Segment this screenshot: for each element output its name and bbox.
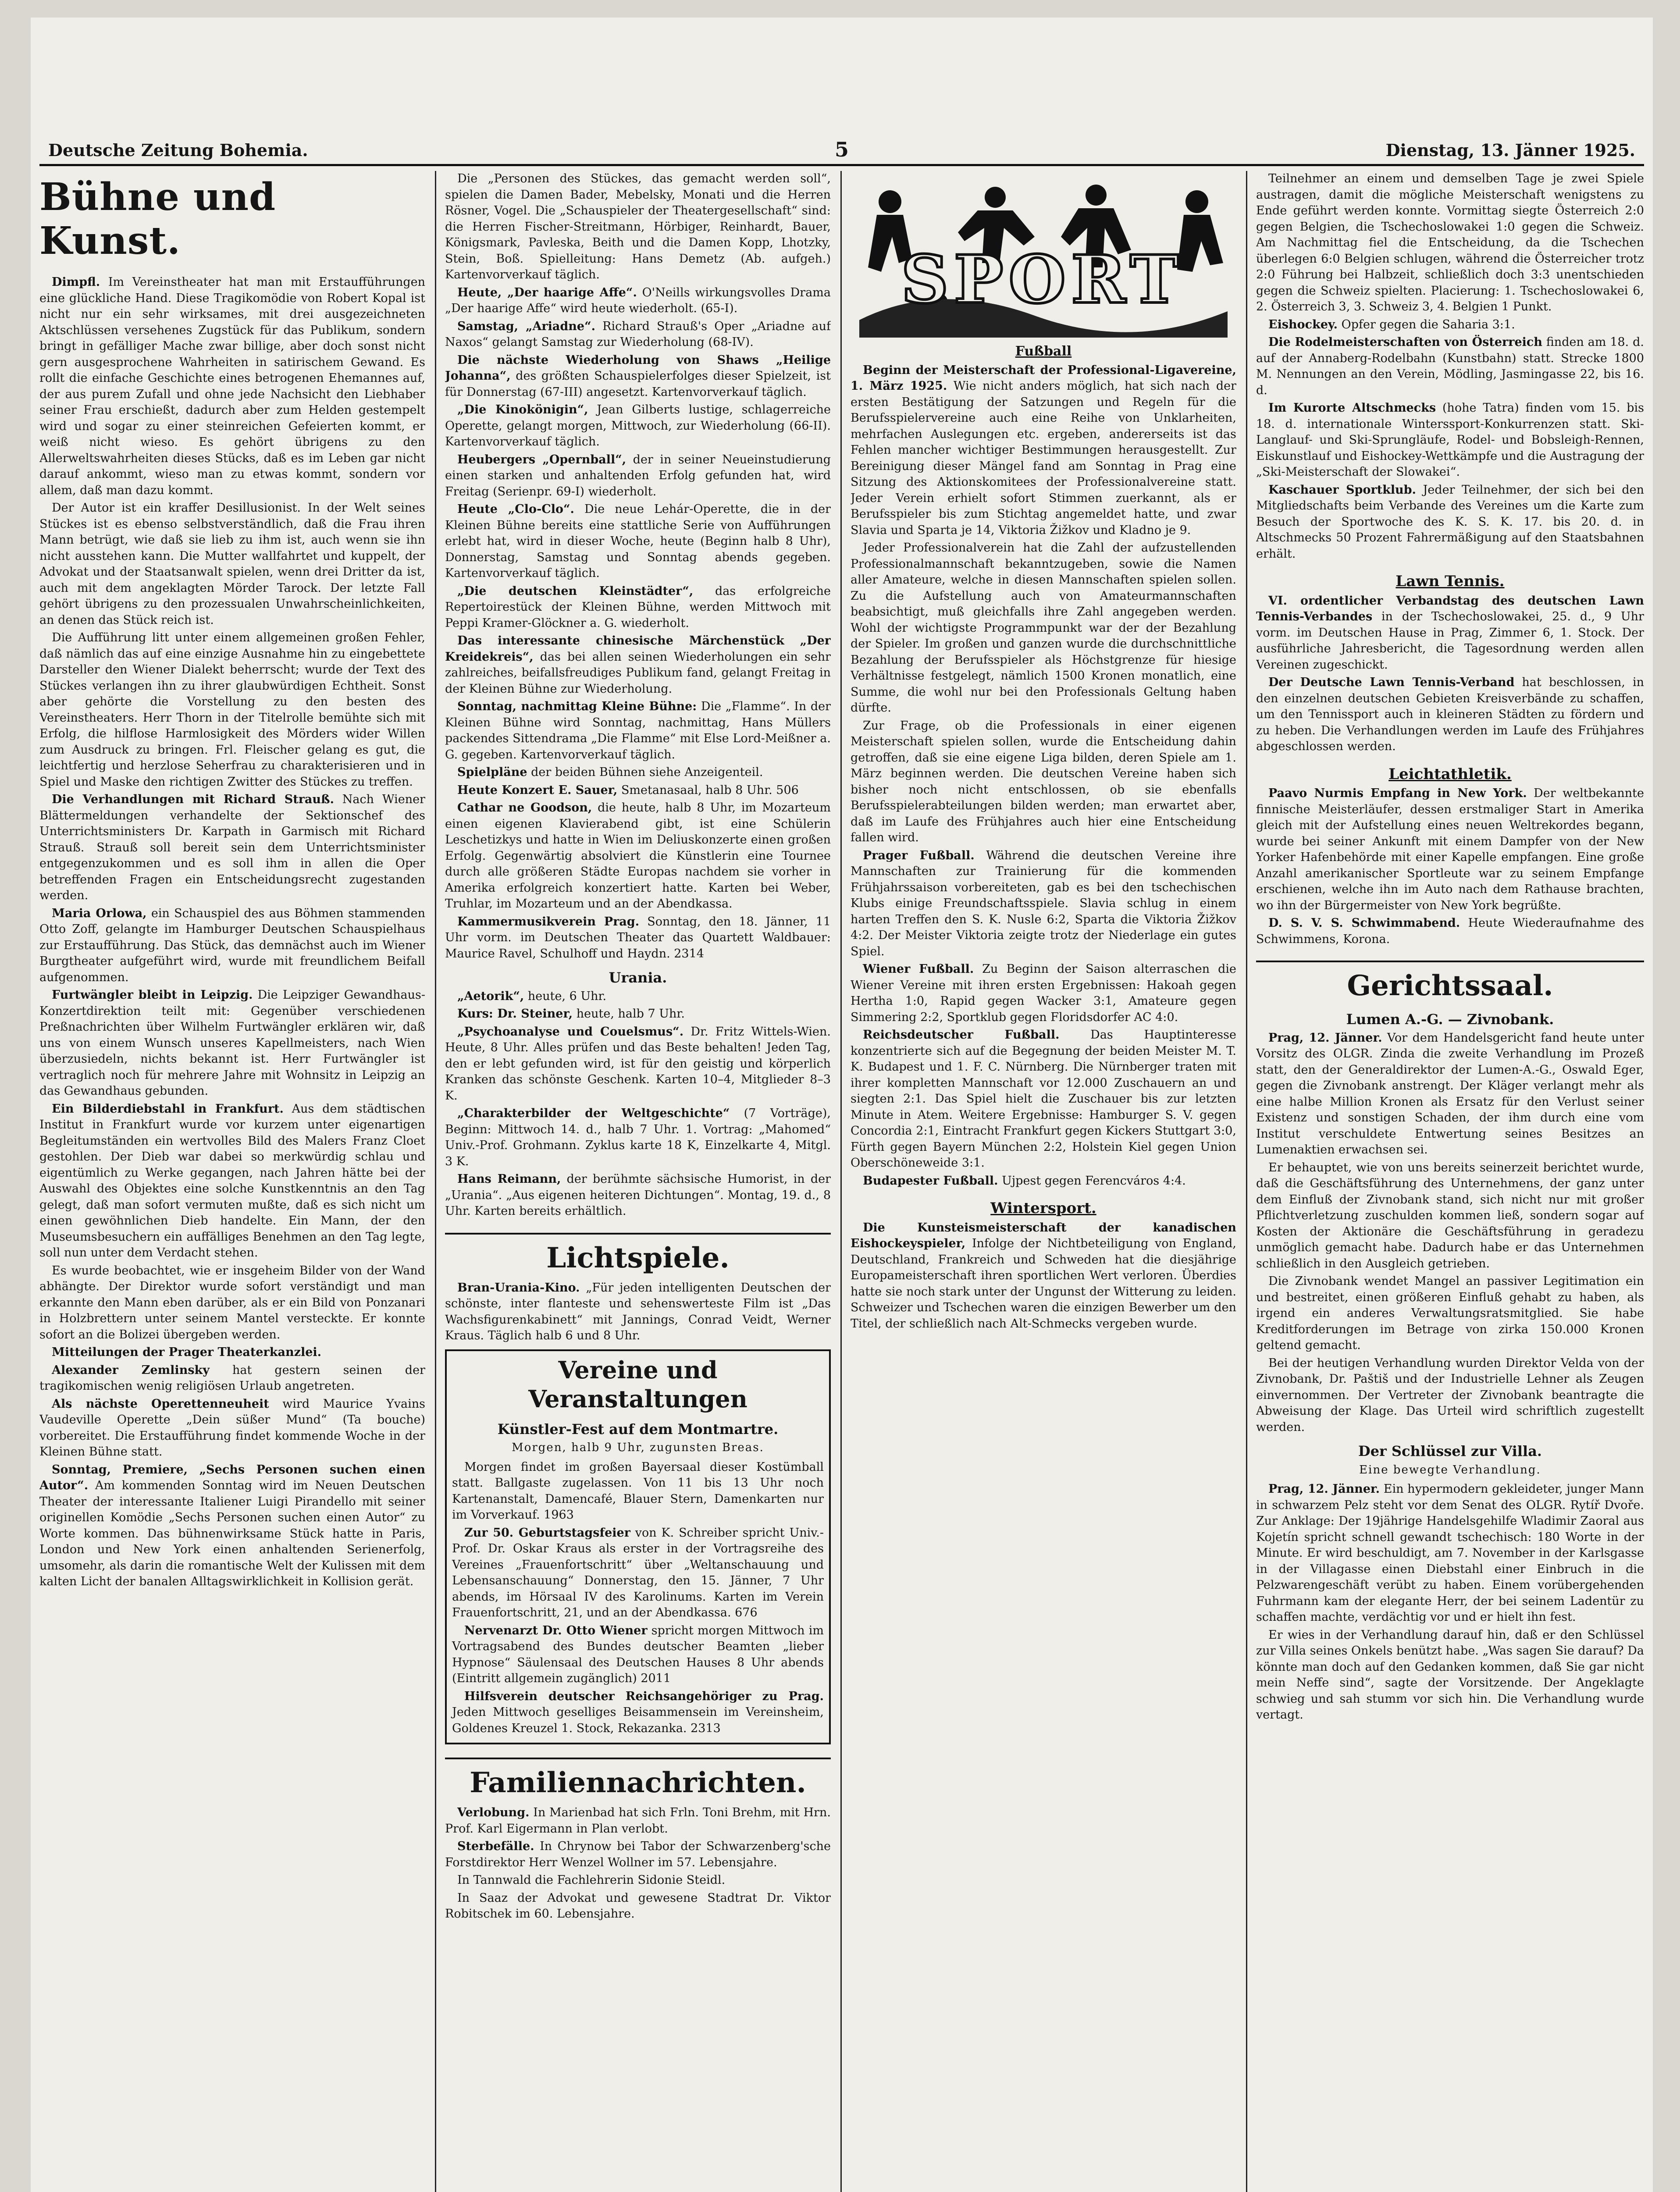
article-list bbox=[1256, 1030, 1644, 1436]
article-lead: Die Verhandlungen mit Richard Strauß. bbox=[52, 793, 334, 806]
article-list bbox=[1256, 915, 1644, 947]
article-paragraph bbox=[39, 1101, 425, 1261]
article-text: Jeden Mittwoch geselliges Beisammensein im Vereinsheim, Goldenes Kreuzel 1. Stock, Rekazanka. 2313 bbox=[452, 1705, 824, 1735]
article-text: „Für jeden intelligenten Deutschen der schönste, inter flanteste und sehenswerteste Film ist „Das Wachsfigurenkabinett“ mit Jannings, Conrad Veidt, Werner Kraus. Täglich halb 6 und 8 Uhr. bbox=[445, 1281, 831, 1342]
schluessel-subheading: Eine bewegte Verhandlung. bbox=[1359, 1463, 1541, 1477]
article-text: Vor dem Handelsgericht fand heute unter Vorsitz des OLGR. Zinda die zweite Verhandlung im Prozeß statt, den der Generaldirektor der Lumen-A.-G., Oswald Eger, gegen die Zivnobank anstrengt. Der Kläger verlangt mehr als eine halbe Million Kronen als Ersatz für den Verlust seiner Existenz und sonstigen Schaden, der ihm durch eine vom Institut verschuldete Entwertung seines Besitzes an Lumenaktien erwachsen sei. bbox=[1256, 1031, 1644, 1156]
article-text: der berühmte sächsische Humorist, in der „Urania“. „Aus eigenen heiteren Dichtungen“. Montag, 19. d., 8 Uhr. Karten bereits erhältlich. bbox=[445, 1172, 831, 1218]
article-text: Jeder Teilnehmer, der sich bei den Mitgliedschafts beim Verbande des Vereines um die Karte zum Besuch der Sportwoche des K. S. K. 17. bis 20. d. in Altschmecks 50 Prozent Fahrermäßigung auf den Staatsbahnen erhält. bbox=[1256, 483, 1644, 561]
article-paragraph bbox=[445, 285, 831, 317]
article-paragraph bbox=[445, 989, 831, 1005]
article-text: Die „Flamme“. In der Kleinen Bühne wird Sonntag, nachmittag, Hans Müllers packendes Sittendrama „Die Flamme“ mit Else Lord-Meißner a. G. gegeben. Kartenvorverkauf täglich. bbox=[445, 700, 831, 762]
newspaper-page bbox=[31, 18, 1653, 2192]
article-text: Er behauptet, wie von uns bereits seinerzeit berichtet wurde, daß die Geschäftsführung des Unternehmens, der ganz unter dem Einfluß der Zivnobank stand, sich nicht nur mit großer Pflichtverletzung zuschulden kommen ließ, sondern sogar auf Kosten der Aktionäre die Geschäftsführung in geradezu unmöglich gemacht habe. Dadurch habe er das Unternehmen schließlich in den Ausgleich getrieben. bbox=[1256, 1160, 1644, 1270]
article-paragraph bbox=[39, 1263, 425, 1343]
section-heading-gerichtssaal: Gerichtssaal. bbox=[1256, 961, 1644, 1003]
article-text: Bei der heutigen Verhandlung wurden Direktor Velda von der Zivnobank, Dr. Paštiš und der Industrielle Lehner als Zeugen einvernommen. Der Vertreter der Zivnobank beantragte die Abweisung der Klage. Das Urteil wird schriftlich zugestellt werden. bbox=[1256, 1356, 1644, 1434]
article-paragraph bbox=[851, 718, 1236, 846]
column-3 bbox=[851, 171, 1236, 2192]
article-lead: Ein Bilderdiebstahl in Frankfurt. bbox=[52, 1102, 284, 1116]
article-paragraph bbox=[445, 319, 831, 351]
article-text: heute, 6 Uhr. bbox=[527, 989, 607, 1003]
article-paragraph bbox=[1256, 400, 1644, 480]
article-text: Morgen findet im großen Bayersaal dieser Kostümball statt. Ballgaste zugelassen. Von 11 bis 13 Uhr noch Kartenanstalt, Damencafé, Blauer Stern, Damenkarten nur im Vorverkauf. 1963 bbox=[452, 1460, 824, 1522]
article-text: Dr. Fritz Wittels-Wien. Heute, 8 Uhr. Alles prüfen und das Beste behalten! Jeden Tag, den er lebt gefunden wird, ist für den geistig und körperlich Kranken das schönste Geschenk. Karten 10–4, Mitglieder 8–3 K. bbox=[445, 1025, 831, 1103]
section-heading-wintersport: Wintersport. bbox=[990, 1199, 1096, 1217]
vereine-subheading-2: Morgen, halb 9 Uhr, zugunsten Breas. bbox=[512, 1441, 764, 1454]
column-2 bbox=[445, 171, 831, 2192]
article-paragraph bbox=[1256, 1030, 1644, 1158]
issue-date: Dienstag, 13. Jänner 1925. bbox=[1385, 140, 1635, 160]
column-4 bbox=[1256, 171, 1644, 2192]
article-lead: Die nächste Wiederholung von Shaws „Heilige Johanna“, bbox=[445, 353, 831, 383]
article-lead: Prager Fußball. bbox=[863, 848, 975, 862]
article-lead: „Psychoanalyse und Couelsmus“. bbox=[457, 1025, 684, 1039]
article-text: Opfer gegen die Saharia 3:1. bbox=[1341, 317, 1515, 331]
article-text: Zu Beginn der Saison alterraschen die Wiener Vereine mit ihren ersten Ergebnissen: Hakoah gegen Hertha 1:0, Rapid gegen Wacker 3:1, Amateure gegen Simmering 2:2, Sportklub gegen Floridsdorfer AC 4:0. bbox=[851, 962, 1236, 1024]
article-text: der in seiner Neueinstudierung einen starken und anhaltenden Erfolg gefunden hat, wird Freitag (Serienpr. 69-I) wiederholt. bbox=[445, 452, 831, 498]
article-paragraph bbox=[39, 500, 425, 628]
article-lead: Verlobung. bbox=[457, 1806, 530, 1819]
article-list bbox=[1256, 593, 1644, 755]
article-lead: Sonntag, nachmittag Kleine Bühne: bbox=[457, 700, 697, 713]
section-heading-vereine: Vereine und Veranstaltungen bbox=[528, 1356, 747, 1413]
article-paragraph bbox=[445, 783, 831, 799]
article-paragraph bbox=[1256, 1481, 1644, 1626]
article-lead: „Charakterbilder der Weltgeschichte“ bbox=[457, 1107, 730, 1120]
article-paragraph bbox=[445, 699, 831, 763]
article-paragraph bbox=[452, 1459, 824, 1523]
section-heading-tennis: Lawn Tennis. bbox=[1395, 573, 1505, 590]
article-lead: VI. ordentlicher Verbandstag des deutschen Lawn Tennis-Verbandes bbox=[1256, 594, 1644, 623]
article-list bbox=[452, 1459, 824, 1737]
article-paragraph bbox=[445, 1024, 831, 1104]
article-text: das erfolgreiche Repertoirestück der Kleinen Bühne, werden Mittwoch mit Peppi Kramer-Glöckner a. G. wiederholt. bbox=[445, 584, 831, 630]
article-paragraph bbox=[851, 848, 1236, 960]
article-text: Der weltbekannte finnische Meisterläufer, dessen erstmaliger Start in Amerika gleich mit der Aufstellung eines neuen Weltrekordes begann, wurde bei seiner Ankunft mit einem Dampfer von der New Yorker Hafenbehörde mit einer Kapelle empfangen. Eine große Anzahl amerikanischer Sportleute war zu seinem Empfange erschienen, welche ihn im Auto nach dem Rathause brachten, wo ihn der Bürgermeister von New York begrüßte. bbox=[1256, 786, 1644, 912]
article-text: (7 Vorträge), Beginn: Mittwoch 14. d., halb 7 Uhr. 1. Vortrag: „Mahomed“ Univ.-Prof. Grohmann. Zyklus karte 18 K, Einzelkarte 4, Mitgl. 3 K. bbox=[445, 1107, 831, 1168]
article-paragraph bbox=[445, 1890, 831, 1922]
article-text: in der Tschechoslowakei, 25. d., 9 Uhr vorm. im Deutschen Hause in Prag, Zimmer 6, 1. Stock. Der ausführliche Jahresbericht, die Tagesordnung werden allen Vereinen zugeschickt. bbox=[1256, 610, 1644, 672]
article-list bbox=[851, 1220, 1236, 1332]
article-lead: Alexander Zemlinsky bbox=[52, 1363, 210, 1377]
article-lead: Kurs: Dr. Steiner, bbox=[457, 1007, 573, 1021]
article-list bbox=[445, 989, 831, 1220]
article-paragraph bbox=[445, 1006, 831, 1022]
article-lead: Kammermusikverein Prag. bbox=[457, 915, 640, 929]
article-list bbox=[445, 171, 831, 962]
article-text: Teilnehmer an einem und demselben Tage je zwei Spiele austragen, damit die mögliche Meisterschaft wenigstens zu Ende geführt werden konnte. Vormittag siegte Österreich 2:0 gegen Belgien, die Tschechoslowakei 1:0 gegen die Schweiz. Am Nachmittag fiel die Entscheidung, da die Tschechen überlegen 6:0 Belgien schlugen, während die Österreicher trotz 2:0 Führung bei Halbzeit, schließlich doch 3:3 unentschieden gegen die Schweiz spielten. Placierung: 1. Tschechoslowakei 6, 2. Österreich 3, 3. Schweiz 3, 4. Belgien 1 Punkt. bbox=[1256, 172, 1644, 313]
article-text: In Tannwald die Fachlehrerin Sidonie Steidl. bbox=[457, 1873, 726, 1887]
article-list bbox=[851, 363, 1236, 1189]
article-text: Sonntag, den 18. Jänner, 11 Uhr vorm. im Deutschen Theater das Quartett Waldbauer: Maurice Ravel, Schulhoff und Haydn. 2314 bbox=[445, 915, 831, 961]
gericht-subheading: Lumen A.-G. — Zivnobank. bbox=[1346, 1011, 1554, 1028]
article-text: Ein hypermodern gekleideter, junger Mann in schwarzem Pelz steht vor dem Senat des OLGR. Rytíř Dvoře. Zur Anklage: Der 19jährige Handelsgehilfe Wladimir Zaoral aus Kojetín spricht schnell gewandt tschechisch: 180 Worte in der Minute. Er wird beschuldigt, am 7. November in der Karlsgasse in der Villagasse einen Diebstahl einer Einbruch in die Pelzwarengeschäft verübt zu haben. Einem vorübergehenden Fuhrmann kam der elegante Herr, der bei seinem Ladentür zu schaffen machte, verdächtig vor und er hielt ihn fest. bbox=[1256, 1482, 1644, 1624]
article-lead: Eishockey. bbox=[1268, 317, 1338, 331]
article-lead: Dimpfl. bbox=[52, 275, 100, 289]
article-paragraph bbox=[445, 765, 831, 781]
article-text: O'Neills wirkungsvolles Drama „Der haarige Affe“ wird heute wiederholt. (65-I). bbox=[445, 285, 831, 315]
section-heading-fussball: Fußball bbox=[1015, 344, 1072, 359]
article-text: finden am 18. d. auf der Annaberg-Rodelbahn (Kunstbahn) statt. Strecke 1800 M. Nennungen an den Verein, Mödling, Jasmingasse 22, bis 16. d. bbox=[1256, 335, 1644, 397]
article-paragraph bbox=[39, 1363, 425, 1395]
article-paragraph bbox=[445, 452, 831, 500]
article-paragraph bbox=[1256, 675, 1644, 755]
article-lead: Im Kurorte Altschmecks bbox=[1268, 401, 1436, 415]
article-lead: Der Deutsche Lawn Tennis-Verband bbox=[1268, 676, 1515, 689]
article-text: der beiden Bühnen siehe Anzeigenteil. bbox=[531, 765, 763, 779]
article-text: ein Schauspiel des aus Böhmen stammenden Otto Zoff, gelangte im Hamburger Deutschen Schauspielhaus zur Erstaufführung. Das Stück, das demnächst auch im Wiener Burgtheater aufgeführt wird, wurde mit freundlichem Beifall aufgenommen. bbox=[39, 906, 425, 984]
article-list bbox=[1256, 171, 1644, 562]
article-paragraph bbox=[1256, 1274, 1644, 1354]
article-text: Heute Wiederaufnahme des Schwimmens, Korona. bbox=[1256, 916, 1644, 946]
article-paragraph bbox=[445, 584, 831, 632]
article-lead: D. S. V. S. Schwimmabend. bbox=[1268, 916, 1460, 930]
article-lead: Heubergers „Opernball“, bbox=[457, 452, 626, 466]
article-paragraph bbox=[445, 352, 831, 401]
article-paragraph bbox=[851, 1027, 1236, 1171]
article-lead: Als nächste Operettenneuheit bbox=[52, 1397, 269, 1411]
article-lead: „Die deutschen Kleinstädter“, bbox=[457, 584, 694, 598]
article-text: die heute, halb 8 Uhr, im Mozarteum einen eigenen Klavierabend gibt, ist eine Schülerin Leschetizkys und hatte in Wien im Deliuskonzerte einen großen Erfolg. Gegenwärtig absolviert die Künstlerin eine Tournee durch alle größeren Städte Europas nachdem sie vorher in Amerika erfolgreich konzertiert hatte. Karten bei Weber, Truhlar, im Mozarteum und an der Abendkassa. bbox=[445, 801, 831, 911]
article-text: Das Hauptinteresse konzentrierte sich auf die Begegnung der beiden Meister M. T. K. Budapest und 1. F. C. Nürnberg. Die Nürnberger traten mit ihrer kompletten Mannschaft vor 12.000 Zuschauern an und siegten 2:1. Das Spiel hielt die Zuschauer bis zur letzten Minute in Atem. Weitere Ergebnisse: Hamburger S. V. gegen Concordia 2:1, Eintracht Frankfurt gegen Kickers Stuttgart 3:0, Fürth gegen Bayern München 2:2, Holstein Kiel gegen Union Oberschöneweide 3:1. bbox=[851, 1028, 1236, 1170]
article-list bbox=[39, 274, 425, 1590]
article-paragraph bbox=[1256, 786, 1644, 914]
article-list bbox=[1256, 786, 1644, 914]
article-text: Die Aufführung litt unter einem allgemeinen großen Fehler, daß nämlich das auf eine einzige Ausnahme hin zu eingebettete Darsteller den Wiener Dialekt beherrscht; wurde der Text des Stückes verlangen ihn zu ihrer glaubwürdigen Echtheit. Sonst aber gehörte die Vorstellung zu den besten des Vereinstheaters. Herr Thorn in der Titelrolle bemühte sich mit Erfolg, die hilflose Harmlosigkeit des Mörders wider Willen zum Ausdruck zu bringen. Frl. Fleischer gelang es gut, die leichtfertig und herzlose Seherfrau zu charakterisieren und in Spiel und Maske den richtigen Zwitter des Stückes zu treffen. bbox=[39, 631, 425, 789]
article-lead: Prag, 12. Jänner. bbox=[1268, 1031, 1382, 1045]
article-paragraph bbox=[445, 1106, 831, 1170]
article-paragraph bbox=[445, 1872, 831, 1889]
article-paragraph bbox=[851, 1173, 1236, 1189]
section-heading-buehne: Bühne und Kunst. bbox=[39, 175, 276, 263]
article-paragraph bbox=[445, 1839, 831, 1871]
article-lead: Sonntag, Premiere, „Sechs Personen suchen einen Autor“. bbox=[39, 1463, 425, 1492]
article-paragraph bbox=[1256, 317, 1644, 333]
article-paragraph bbox=[445, 1280, 831, 1344]
article-text: spricht morgen Mittwoch im Vortragsabend des Bundes deutscher Beamten „lieber Hypnose“ Säulensaal des Deutschen Hauses 8 Uhr abends (Eintritt allgemein zugänglich) 2011 bbox=[452, 1623, 824, 1685]
article-paragraph bbox=[452, 1525, 824, 1621]
article-text: Jeder Professionalverein hat die Zahl der aufzustellenden Professionalmannschaft bekanntzugeben, sowie die Namen aller Amateure, welche in diesen Mannschaften spielen sollen. Zu die Aufstellung auch von Amateurmannschaften beabsichtigt, muß gleichfalls ihre Zahl angegeben werden. Wohl der wichtigste Programmpunkt war der der Bezahlung der Spieler. Im großen und ganzen wurde die durchschnittliche Bezahlung der Berufsspieler als Höchstgrenze für hiesige Verhältnisse festgelegt, nämlich 1500 Kronen monatlich, eine Summe, die wohl nur bei den Professionals Geltung haben dürfte. bbox=[851, 541, 1236, 715]
article-text: von K. Schreiber spricht Univ.-Prof. Dr. Oskar Kraus als erster in der Vortragsreihe des Vereines „Frauenfortschritt“ über „Weltanschauung und Lebensanschauung“ Donnerstag, den 15. Jänner, 7 Uhr abends, im Hörsaal IV des Karolinums. Karten im Verein Frauenfortschritt, 21, und an der Abendkassa. 676 bbox=[452, 1526, 824, 1619]
article-paragraph bbox=[445, 633, 831, 697]
article-paragraph bbox=[1256, 915, 1644, 947]
column-rule bbox=[435, 171, 436, 2192]
article-lead: Spielpläne bbox=[457, 765, 527, 779]
article-text: des größten Schauspielerfolges dieser Spielzeit, ist für Donnerstag (67-III) angesetzt. Kartenvorverkauf täglich. bbox=[445, 369, 831, 399]
article-text: Smetanasaal, halb 8 Uhr. 506 bbox=[621, 783, 799, 797]
article-lead: Samstag, „Ariadne“. bbox=[457, 319, 596, 333]
article-text: hat gestern seinen der tragikomischen wenig religiösen Urlaub angetreten. bbox=[39, 1363, 425, 1393]
article-paragraph bbox=[851, 540, 1236, 716]
article-lead: Furtwängler bleibt in Leipzig. bbox=[52, 988, 253, 1002]
article-paragraph bbox=[452, 1623, 824, 1687]
article-lead: Heute „Clo-Clo“. bbox=[457, 502, 574, 516]
vereine-subheading: Künstler-Fest auf dem Montmartre. bbox=[497, 1420, 779, 1438]
article-lead: Hans Reimann, bbox=[457, 1172, 561, 1186]
article-lead: Beginn der Meisterschaft der Professional-Ligavereine, 1. März 1925. bbox=[851, 363, 1236, 393]
article-paragraph bbox=[452, 1689, 824, 1737]
article-text: Zur Frage, ob die Professionals in einer eigenen Meisterschaft spielen sollen, wurde die Entscheidung dahin getroffen, daß sie eine eigene Liga bilden, deren Spiele am 1. März beginnen werden. Die deutschen Vereine haben sich bisher noch nicht entschlossen, ob sie ebenfalls Berufsspielerabteilungen bilden werden; man erwartet aber, daß im Laufe des Frühjahres auch hier eine Entscheidung fallen wird. bbox=[851, 719, 1236, 844]
section-heading-lichtspiele: Lichtspiele. bbox=[445, 1233, 831, 1276]
article-paragraph bbox=[1256, 1627, 1644, 1723]
page-header bbox=[39, 136, 1644, 166]
article-text: heute, halb 7 Uhr. bbox=[576, 1007, 685, 1021]
section-heading-leichtathletik: Leichtathletik. bbox=[1388, 765, 1512, 783]
article-paragraph bbox=[39, 1462, 425, 1590]
article-lead: Heute, „Der haarige Affe“. bbox=[457, 285, 637, 299]
article-lead: Prag, 12. Jänner. bbox=[1268, 1482, 1380, 1496]
paper-name: Deutsche Zeitung Bohemia. bbox=[48, 140, 308, 160]
article-list bbox=[445, 1805, 831, 1922]
article-lead: Heute Konzert E. Sauer, bbox=[457, 783, 618, 797]
article-text: das bei allen seinen Wiederholungen ein sehr zahlreiches, beifallsfreudiges Publikum fand, gelangt Freitag in der Kleinen Bühne zur Wiederholung. bbox=[445, 650, 831, 696]
article-text: Die neue Lehár-Operette, die in der Kleinen Bühne bereits eine stattliche Serie von Aufführungen erlebt hat, wird in dieser Woche, heute (Beginn halb 8 Uhr), Donnerstag, Samstag und Sonntag abends gegeben. Kartenvorverkauf täglich. bbox=[445, 502, 831, 580]
article-lead: Hilfsverein deutscher Reichsangehöriger zu Prag. bbox=[464, 1689, 824, 1703]
column-1 bbox=[39, 171, 425, 2192]
article-text: Er wies in der Verhandlung darauf hin, daß er den Schlüssel zur Villa seines Onkels benützt habe. „Was sagen Sie darauf? Da könnte man doch auf den Gedanken kommen, daß Sie gar nicht mein Neffe sind“, sagte der Vorsitzende. Der Angeklagte schwieg und sah stumm vor sich hin. Die Verhandlung wurde vertagt. bbox=[1256, 1628, 1644, 1722]
article-list bbox=[445, 1280, 831, 1344]
article-lead: Die Kunsteismeisterschaft der kanadischen Eishockeyspieler, bbox=[851, 1221, 1236, 1250]
article-paragraph bbox=[1256, 171, 1644, 315]
article-paragraph bbox=[39, 1396, 425, 1460]
article-text: Infolge der Nichtbeteiligung von England, Deutschland, Frankreich und Schweden hat die diesjährige Europameisterschaft ihren sportlichen Wert verloren. Überdies hatte sie noch stark unter der Ungunst der Witterung zu leiden. Schweizer und Tschechen waren die einzigen Bewerber um den Titel, der schließlich nach Alt-Schmecks vergeben wurde. bbox=[851, 1237, 1236, 1331]
article-lead: Reichsdeutscher Fußball. bbox=[863, 1028, 1060, 1042]
article-text: Die „Personen des Stückes, das gemacht werden soll“, spielen die Damen Bader, Mebelsky, Monati und die Herren Rösner, Vogel. Die „Schauspieler der Theatergesellschaft“ sind: die Herren Fischer-Streitmann, Hörbiger, Reinhardt, Bauer, Königsmark, Pavleska, Beith und die Damen Kopp, Lhotzky, Stein, Boß. Spielleitung: Hans Demetz (Ab. aufgeh.) Kartenvorverkauf täglich. bbox=[445, 172, 831, 281]
article-text: Der Autor ist ein kraffer Desillusionist. In der Welt seines Stückes ist es ebenso selbstverständlich, daß die Frau ihren Mann betrügt, wie daß sie lieb zu ihm ist, auch wenn sie ihn nicht ausstehen kann. Die Mutter wallfahrtet und kuppelt, der Advokat und der Staatsanwalt spielen, wenn drei Dritter da ist, auch mit dem angeklagten Mörder Tarock. Der letzte Fall gehört übrigens zu den prozessualen Unwahrscheinlichkeiten, an denen das Stück reich ist. bbox=[39, 501, 425, 627]
article-paragraph bbox=[445, 502, 831, 582]
article-text: Während die deutschen Vereine ihre Mannschaften zur Trainierung für die kommenden Frühjahrssaison vorbereiteten, gab es bei den tschechischen Klubs einige Freundschaftsspiele. Slavia schlug in einem harten Treffen den S. K. Nusle 6:2, Sparta die Viktoria Žižkov 4:2. Der Meister Viktoria zeigte trotz der Niederlage ein gutes Spiel. bbox=[851, 848, 1236, 958]
article-lead: Paavo Nurmis Empfang in New York. bbox=[1268, 786, 1527, 800]
article-paragraph bbox=[1256, 593, 1644, 673]
article-paragraph bbox=[445, 171, 831, 283]
article-paragraph bbox=[39, 1345, 425, 1361]
article-paragraph bbox=[1256, 1160, 1644, 1272]
article-lead: Budapester Fußball. bbox=[863, 1174, 998, 1188]
article-paragraph bbox=[851, 1220, 1236, 1332]
article-lead: Sterbefälle. bbox=[457, 1840, 534, 1853]
sport-logo-illustration bbox=[851, 171, 1235, 338]
article-lead: Zur 50. Geburtstagsfeier bbox=[464, 1526, 630, 1540]
article-text: (hohe Tatra) finden vom 15. bis 18. d. internationale Winterssport-Konkurrenzen statt. Ski-Langlauf- und Ski-Sprungläufe, Rodel- und Bobsleigh-Rennen, Eiskunstlauf und Eishockey-Wettkämpfe und die Austragung der „Ski-Meisterschaft der Slowakei“. bbox=[1256, 401, 1644, 479]
article-text: Ujpest gegen Ferencváros 4:4. bbox=[1002, 1174, 1186, 1188]
article-text: In Chrynow bei Tabor der Schwarzenberg'sche Forstdirektor Herr Wenzel Wollner im 57. Lebensjahre. bbox=[445, 1840, 831, 1869]
article-paragraph bbox=[851, 961, 1236, 1025]
article-text: In Saaz der Advokat und gewesene Stadtrat Dr. Viktor Robitschek im 60. Lebensjahre. bbox=[445, 1891, 831, 1921]
article-lead: Das interessante chinesische Märchenstück „Der Kreidekreis“, bbox=[445, 634, 831, 664]
article-text: Es wurde beobachtet, wie er insgeheim Bilder von der Wand abhängte. Der Direktor wurde sofort verständigt und man erkannte den Mann eben darüber, als er ein Bild von Ponzanari in Holzbrettern unter seinem Mantel versteckte. Er konnte sofort an die Bolizei übergeben werden. bbox=[39, 1263, 425, 1342]
article-text: Die Leipziger Gewandhaus-Konzertdirektion teilt mit: Gegenüber verschiedenen Preßnachrichten über Wilhelm Furtwängler erklären wir, daß uns von einem Wunsch unseres Kapellmeisters, nach Wien überzusiedeln, nichts bekannt ist. Herr Furtwängler ist vertraglich noch für mehrere Jahre mit Wohnsitz in Leipzig an das Gewandhaus gebunden. bbox=[39, 988, 425, 1098]
article-paragraph bbox=[445, 800, 831, 912]
article-paragraph bbox=[39, 987, 425, 1100]
article-text: Wie nicht anders möglich, hat sich nach der ersten Bestätigung der Satzungen und Regeln für die Berufsspielervereine auch eine Reihe von Unklarheiten, mehrfachen Auslegungen etc. ergeben, andererseits ist das Fehlen mancher wichtiger Bestimmungen herausgestellt. Zur Bereinigung dieser Mängel fand am Sonntag in Prag eine Sitzung des Aktionskomitees der Professionalvereine statt. Jeder Verein erhielt sofort Stimmen zuerkannt, als er Berufsspieler bis zum Stichtag angemeldet hatte, und zwar Slavia und Sparta je 14, Viktoria Žižkov und Kladno je 9. bbox=[851, 379, 1236, 537]
vereine-box bbox=[445, 1349, 831, 1745]
article-text: Nach Wiener Blättermeldungen verhandelte der Sektionschef des Unterrichtsministers Dr. Karpath in Garmisch mit Richard Strauß. Strauß soll bereit sein dem Unterrichtsminister entgegenzukommen und es soll ihm in allen die Oper betreffenden Fragen ein Entscheidungsrecht zugestanden werden. bbox=[39, 793, 425, 902]
article-paragraph bbox=[445, 1171, 831, 1220]
article-paragraph bbox=[1256, 482, 1644, 562]
article-paragraph bbox=[445, 1805, 831, 1837]
article-paragraph bbox=[39, 630, 425, 790]
column-rule bbox=[840, 171, 842, 2192]
article-text: In Marienbad hat sich Frln. Toni Brehm, mit Hrn. Prof. Karl Eigermann in Plan verlobt. bbox=[445, 1806, 831, 1836]
article-paragraph bbox=[851, 363, 1236, 539]
article-text: wird Maurice Yvains Vaudeville Operette „Dein süßer Mund“ (Ta bouche) vorbereitet. Die Erstaufführung findet kommende Woche in der Kleinen Bühne statt. bbox=[39, 1397, 425, 1459]
article-text: hat beschlossen, in den einzelnen deutschen Gebieten Kreisverbände zu schaffen, um den Tennissport auch in kleineren Städten zu fördern und zu heben. Die Verhandlungen werden im Laufe des Frühjahres abgeschlossen werden. bbox=[1256, 676, 1644, 753]
article-paragraph bbox=[39, 906, 425, 986]
article-lead: Wiener Fußball. bbox=[863, 962, 974, 976]
article-paragraph bbox=[1256, 334, 1644, 399]
article-paragraph bbox=[39, 274, 425, 498]
article-text: Jean Gilberts lustige, schlagerreiche Operette, gelangt morgen, Mittwoch, zur Wiederholung (66-II). Kartenvorverkauf täglich. bbox=[445, 403, 831, 448]
article-lead: Nervenarzt Dr. Otto Wiener bbox=[464, 1623, 648, 1637]
article-paragraph bbox=[1256, 1356, 1644, 1436]
article-text: Im Vereinstheater hat man mit Erstaufführungen eine glückliche Hand. Diese Tragikomödie von Robert Kopal ist nicht nur ein sehr wirksames, mit drei ausgezeichneten Aktschlüssen versehenes Zugstück für das Publikum, sondern bringt in gefälliger Mache zwar billige, aber doch sonst nicht gern ausgesprochene Wahrheiten in satirischem Gewand. Es rollt die einfache Geschichte eines betrogenen Ehemannes auf, der aus purem Zufall und ohne jede Nachsicht den Liebhaber seiner Frau erschießt, dadurch aber zum Helden gestempelt wird und sogar zu einer steinreichen Gefeierten kommt, er weiß nicht wieso. Es gehört übrigens zu den Allerweltswahrheiten dieses Stücks, daß es im Leben gar nicht darauf ankommt, wieso man zu etwas kommt, sondern vor allem, daß man dazu kommt. bbox=[39, 275, 425, 497]
page-number: 5 bbox=[834, 138, 849, 161]
schluessel-heading: Der Schlüssel zur Villa. bbox=[1358, 1443, 1542, 1459]
sport-logo-text: SPORT bbox=[901, 241, 1184, 318]
article-text: Am kommenden Sonntag wird im Neuen Deutschen Theater der interessante Italiener Luigi Pirandello mit seiner originellen Komödie „Sechs Personen suchen einen Autor“ zu Worte kommen. Das bühnenwirksame Stück hatte in Paris, London und New York einen anhaltenden Serienerfolg, umsomehr, als darin die romantische Welt der Kulissen mit dem kalten Licht der banalen Alltagswirklichkeit in Kollision gerät. bbox=[39, 1479, 425, 1588]
article-lead: Bran-Urania-Kino. bbox=[457, 1281, 580, 1295]
article-list bbox=[1256, 1481, 1644, 1723]
article-lead: „Die Kinokönigin“, bbox=[457, 403, 588, 416]
article-text: Richard Strauß's Oper „Ariadne auf Naxos“ gelangt Samstag zur Wiederholung (68-IV). bbox=[445, 319, 831, 349]
article-paragraph bbox=[445, 402, 831, 450]
urania-heading: Urania. bbox=[609, 969, 667, 986]
article-text: Aus dem städtischen Institut in Frankfurt wurde vor kurzem unter eigenartigen Begleitumständen ein wertvolles Bild des Malers Franz Cloet gestohlen. Der Dieb war dabei so merkwürdig schlau und eigentümlich zu Werke gegangen, nach Jahren hätte bei der Auswahl des Objektes eine solche Kunstkenntnis an den Tag gelegt, daß man sofort vermuten mußte, daß es sich nicht um einen gewöhnlichen Dieb handelte. Ein Mann, der den Museumsbesuchern ein auffälliges Benehmen an den Tag legte, soll nun unter dem Verdacht stehen. bbox=[39, 1102, 425, 1260]
article-lead: „Aetorik“, bbox=[457, 989, 524, 1003]
article-lead: Die Rodelmeisterschaften von Österreich bbox=[1268, 335, 1543, 349]
article-text: Die Zivnobank wendet Mangel an passiver Legitimation ein und bestreitet, einen größeren Einfluß gehabt zu haben, als irgend ein anderes Verwaltungsratsmitglied. Sie habe Kreditforderungen im Betrage von zirka 150.000 Kronen geltend gemacht. bbox=[1256, 1274, 1644, 1352]
article-paragraph bbox=[39, 792, 425, 904]
column-rule bbox=[1246, 171, 1247, 2192]
article-lead: Cathar ne Goodson, bbox=[457, 801, 592, 815]
article-lead: Kaschauer Sportklub. bbox=[1268, 483, 1417, 497]
section-heading-familien: Familiennachrichten. bbox=[445, 1758, 831, 1801]
article-lead: Maria Orlowa, bbox=[52, 906, 147, 920]
article-lead: Mitteilungen der Prager Theaterkanzlei. bbox=[52, 1345, 322, 1359]
article-paragraph bbox=[445, 914, 831, 962]
